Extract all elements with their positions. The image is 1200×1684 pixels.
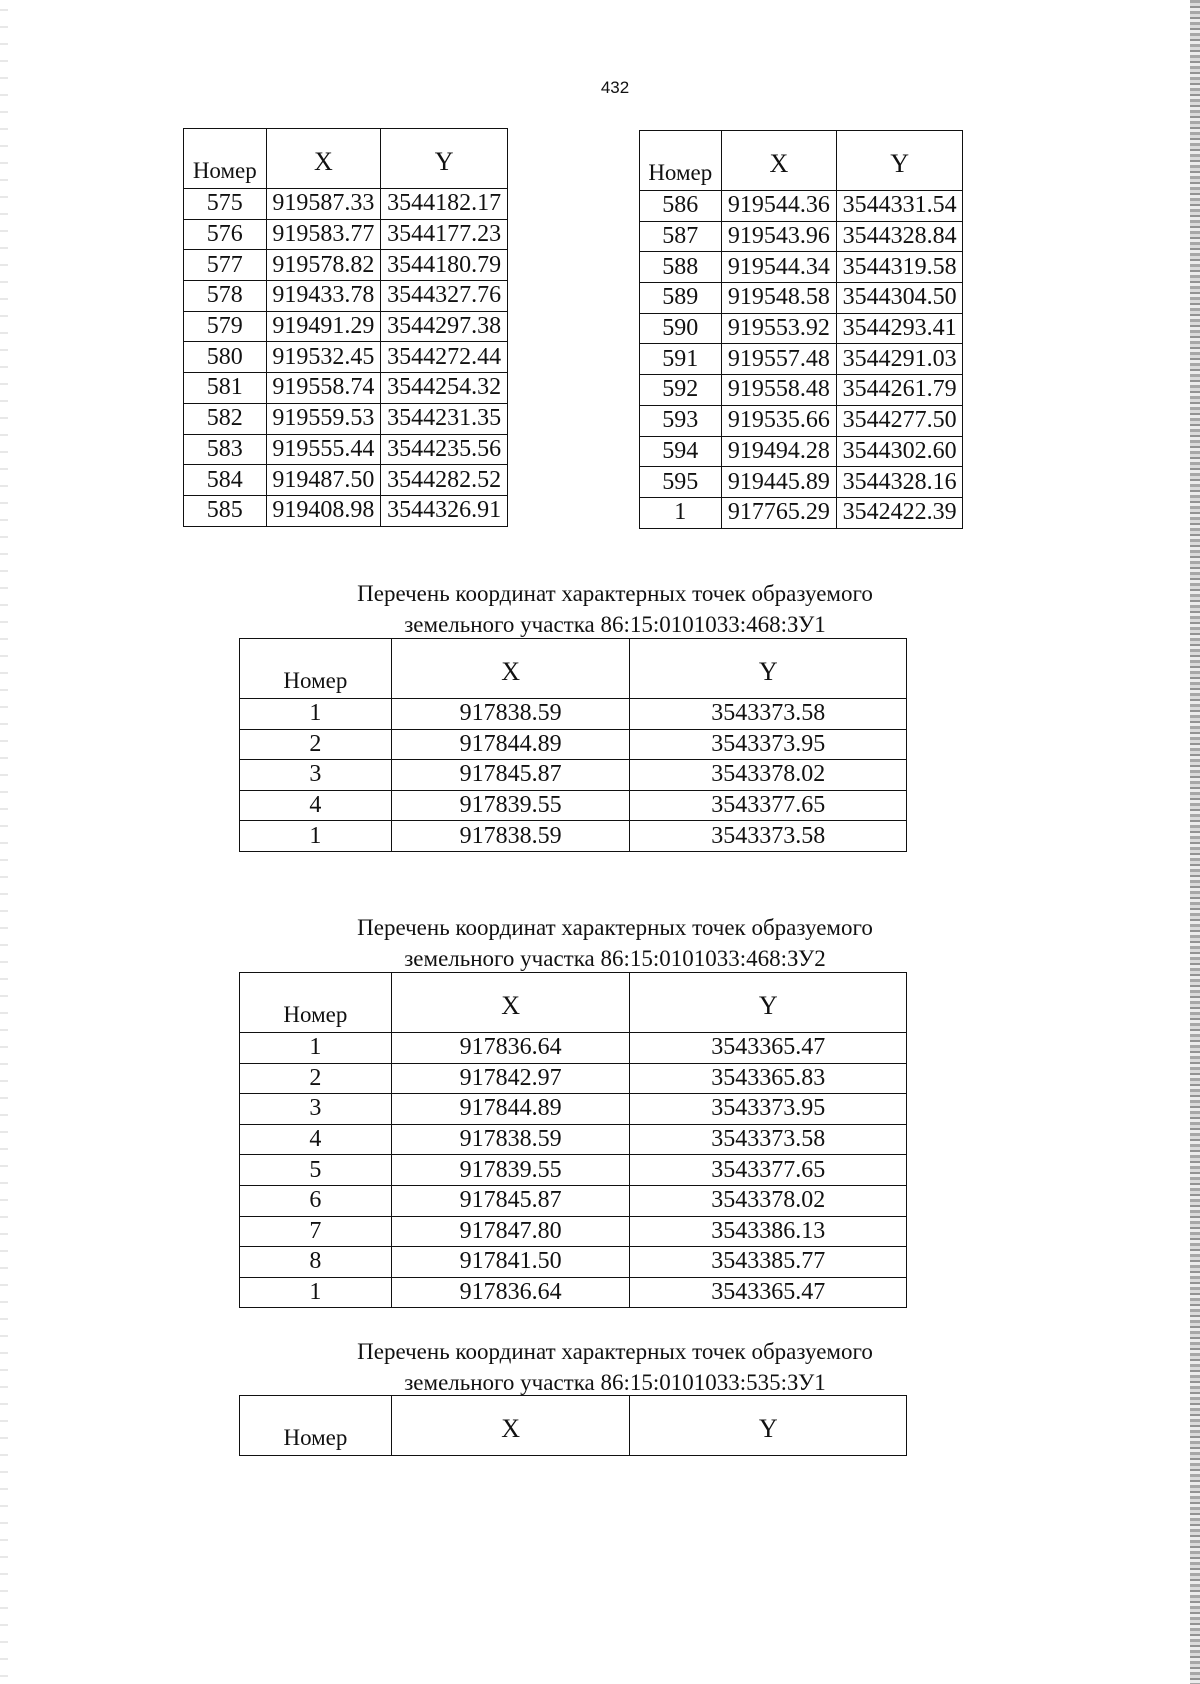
cell-num: 581 [184, 373, 267, 404]
cell-x: 917842.97 [391, 1063, 630, 1094]
cell-num: 591 [640, 344, 722, 375]
cell-x: 919555.44 [266, 434, 381, 465]
cell-num: 3 [240, 1094, 392, 1125]
cell-x: 919583.77 [266, 219, 381, 250]
section-heading-line2: земельного участка 86:15:0101033:535:ЗУ1 [404, 1370, 826, 1395]
table-row [240, 1124, 907, 1155]
table-row [184, 281, 508, 312]
cell-num: 594 [640, 436, 722, 467]
cell-x: 917765.29 [721, 497, 837, 528]
cell-y: 3543373.58 [630, 1124, 907, 1155]
table-row [640, 375, 963, 406]
header-x: X [391, 973, 630, 1033]
cell-y: 3544328.84 [837, 221, 963, 252]
cell-y: 3544182.17 [381, 189, 508, 220]
coordinates-table-right [639, 130, 963, 529]
header-y: Y [837, 131, 963, 191]
cell-num: 589 [640, 283, 722, 314]
cell-y: 3543378.02 [630, 760, 907, 791]
cell-num: 585 [184, 495, 267, 526]
table-row [240, 1094, 907, 1125]
coordinates-table-section-3 [239, 1395, 907, 1456]
table-row [240, 821, 907, 852]
table-row [184, 495, 508, 526]
cell-num: 588 [640, 252, 722, 283]
table-row [640, 221, 963, 252]
cell-x: 919559.53 [266, 403, 381, 434]
cell-y: 3543365.47 [630, 1277, 907, 1308]
header-num: Номер [184, 129, 267, 189]
cell-y: 3544254.32 [381, 373, 508, 404]
cell-x: 919558.48 [721, 375, 837, 406]
cell-x: 917841.50 [391, 1247, 630, 1278]
cell-x: 919587.33 [266, 189, 381, 220]
cell-num: 590 [640, 313, 722, 344]
cell-x: 919445.89 [721, 467, 837, 498]
cell-y: 3543377.65 [630, 790, 907, 821]
cell-y: 3544180.79 [381, 250, 508, 281]
cell-y: 3543365.47 [630, 1033, 907, 1064]
cell-x: 917836.64 [391, 1033, 630, 1064]
header-x: X [721, 131, 837, 191]
cell-y: 3544261.79 [837, 375, 963, 406]
cell-x: 917839.55 [391, 790, 630, 821]
cell-num: 2 [240, 729, 392, 760]
header-num: Номер [240, 1396, 392, 1456]
section-heading-line1: Перечень координат характерных точек образуемого [357, 581, 873, 606]
cell-x: 917845.87 [391, 1185, 630, 1216]
cell-y: 3544231.35 [381, 403, 508, 434]
cell-num: 6 [240, 1185, 392, 1216]
cell-y: 3543378.02 [630, 1185, 907, 1216]
table-row [240, 790, 907, 821]
table-row [240, 760, 907, 791]
cell-y: 3544235.56 [381, 434, 508, 465]
cell-y: 3544328.16 [837, 467, 963, 498]
cell-x: 917838.59 [391, 821, 630, 852]
cell-y: 3544302.60 [837, 436, 963, 467]
section-heading-line2: земельного участка 86:15:0101033:468:ЗУ1 [404, 612, 826, 637]
table-row [184, 250, 508, 281]
cell-num: 583 [184, 434, 267, 465]
table-row [640, 436, 963, 467]
section-heading [0, 578, 1200, 640]
header-y: Y [630, 973, 907, 1033]
table-row [640, 313, 963, 344]
cell-x: 919553.92 [721, 313, 837, 344]
cell-x: 919408.98 [266, 495, 381, 526]
cell-num: 7 [240, 1216, 392, 1247]
cell-y: 3543365.83 [630, 1063, 907, 1094]
cell-y: 3544319.58 [837, 252, 963, 283]
cell-x: 919543.96 [721, 221, 837, 252]
cell-x: 917844.89 [391, 1094, 630, 1125]
header-x: X [391, 639, 630, 699]
header-num: Номер [240, 639, 392, 699]
scan-edge-right [1190, 0, 1200, 1684]
cell-y: 3544331.54 [837, 191, 963, 222]
cell-y: 3543373.58 [630, 699, 907, 730]
table-row [640, 497, 963, 528]
cell-x: 919433.78 [266, 281, 381, 312]
table-row [184, 189, 508, 220]
table-row [240, 1216, 907, 1247]
cell-y: 3544293.41 [837, 313, 963, 344]
cell-num: 587 [640, 221, 722, 252]
table-row [240, 1063, 907, 1094]
cell-num: 578 [184, 281, 267, 312]
cell-y: 3543373.58 [630, 821, 907, 852]
table-row [184, 311, 508, 342]
cell-y: 3543386.13 [630, 1216, 907, 1247]
cell-num: 5 [240, 1155, 392, 1186]
table-row [640, 344, 963, 375]
table-row [184, 342, 508, 373]
cell-num: 4 [240, 1124, 392, 1155]
table-row [240, 699, 907, 730]
cell-num: 582 [184, 403, 267, 434]
table-row [640, 191, 963, 222]
table-row [184, 373, 508, 404]
cell-num: 595 [640, 467, 722, 498]
section-heading-line1: Перечень координат характерных точек образуемого [357, 1339, 873, 1364]
cell-num: 592 [640, 375, 722, 406]
header-y: Y [630, 639, 907, 699]
cell-x: 919558.74 [266, 373, 381, 404]
cell-y: 3544177.23 [381, 219, 508, 250]
cell-x: 919557.48 [721, 344, 837, 375]
cell-num: 8 [240, 1247, 392, 1278]
cell-x: 919487.50 [266, 465, 381, 496]
cell-y: 3543373.95 [630, 729, 907, 760]
cell-num: 575 [184, 189, 267, 220]
cell-y: 3544326.91 [381, 495, 508, 526]
cell-y: 3544282.52 [381, 465, 508, 496]
cell-x: 919532.45 [266, 342, 381, 373]
table-row [640, 467, 963, 498]
table-row [184, 403, 508, 434]
cell-x: 917838.59 [391, 1124, 630, 1155]
cell-num: 1 [240, 1277, 392, 1308]
table-row [184, 434, 508, 465]
cell-x: 919544.34 [721, 252, 837, 283]
table-row [240, 1277, 907, 1308]
header-y: Y [630, 1396, 907, 1456]
coordinates-table-section-1 [239, 638, 907, 852]
section-heading-line2: земельного участка 86:15:0101033:468:ЗУ2 [404, 946, 826, 971]
cell-x: 917847.80 [391, 1216, 630, 1247]
cell-num: 1 [240, 699, 392, 730]
cell-num: 584 [184, 465, 267, 496]
cell-y: 3544327.76 [381, 281, 508, 312]
cell-y: 3544277.50 [837, 405, 963, 436]
table-row [184, 219, 508, 250]
cell-x: 917844.89 [391, 729, 630, 760]
cell-y: 3544304.50 [837, 283, 963, 314]
cell-x: 917838.59 [391, 699, 630, 730]
table-row [184, 465, 508, 496]
coordinates-table-left [183, 128, 508, 527]
table-row [640, 252, 963, 283]
cell-num: 593 [640, 405, 722, 436]
cell-x: 919535.66 [721, 405, 837, 436]
table-row [240, 1033, 907, 1064]
coordinates-table-section-2 [239, 972, 907, 1308]
cell-x: 917836.64 [391, 1277, 630, 1308]
cell-y: 3544272.44 [381, 342, 508, 373]
cell-num: 2 [240, 1063, 392, 1094]
section-heading [0, 1336, 1200, 1398]
table-row [640, 405, 963, 436]
cell-x: 919544.36 [721, 191, 837, 222]
cell-num: 1 [240, 821, 392, 852]
header-x: X [391, 1396, 630, 1456]
cell-num: 576 [184, 219, 267, 250]
cell-num: 1 [640, 497, 722, 528]
cell-y: 3542422.39 [837, 497, 963, 528]
page-number: 432 [600, 78, 630, 97]
cell-num: 1 [240, 1033, 392, 1064]
header-x: X [266, 129, 381, 189]
section-heading-line1: Перечень координат характерных точек образуемого [357, 915, 873, 940]
header-num: Номер [640, 131, 722, 191]
cell-x: 917845.87 [391, 760, 630, 791]
cell-y: 3543385.77 [630, 1247, 907, 1278]
table-row [240, 1155, 907, 1186]
header-y: Y [381, 129, 508, 189]
table-row [240, 1185, 907, 1216]
cell-x: 917839.55 [391, 1155, 630, 1186]
table-row [240, 729, 907, 760]
cell-x: 919491.29 [266, 311, 381, 342]
cell-num: 586 [640, 191, 722, 222]
cell-num: 3 [240, 760, 392, 791]
cell-y: 3544297.38 [381, 311, 508, 342]
cell-y: 3543373.95 [630, 1094, 907, 1125]
header-num: Номер [240, 973, 392, 1033]
section-heading [0, 912, 1200, 974]
table-row [640, 283, 963, 314]
scan-edge-left [0, 0, 8, 1684]
cell-x: 919494.28 [721, 436, 837, 467]
cell-x: 919548.58 [721, 283, 837, 314]
cell-y: 3543377.65 [630, 1155, 907, 1186]
cell-num: 580 [184, 342, 267, 373]
cell-y: 3544291.03 [837, 344, 963, 375]
table-row [240, 1247, 907, 1278]
cell-x: 919578.82 [266, 250, 381, 281]
cell-num: 577 [184, 250, 267, 281]
cell-num: 4 [240, 790, 392, 821]
cell-num: 579 [184, 311, 267, 342]
